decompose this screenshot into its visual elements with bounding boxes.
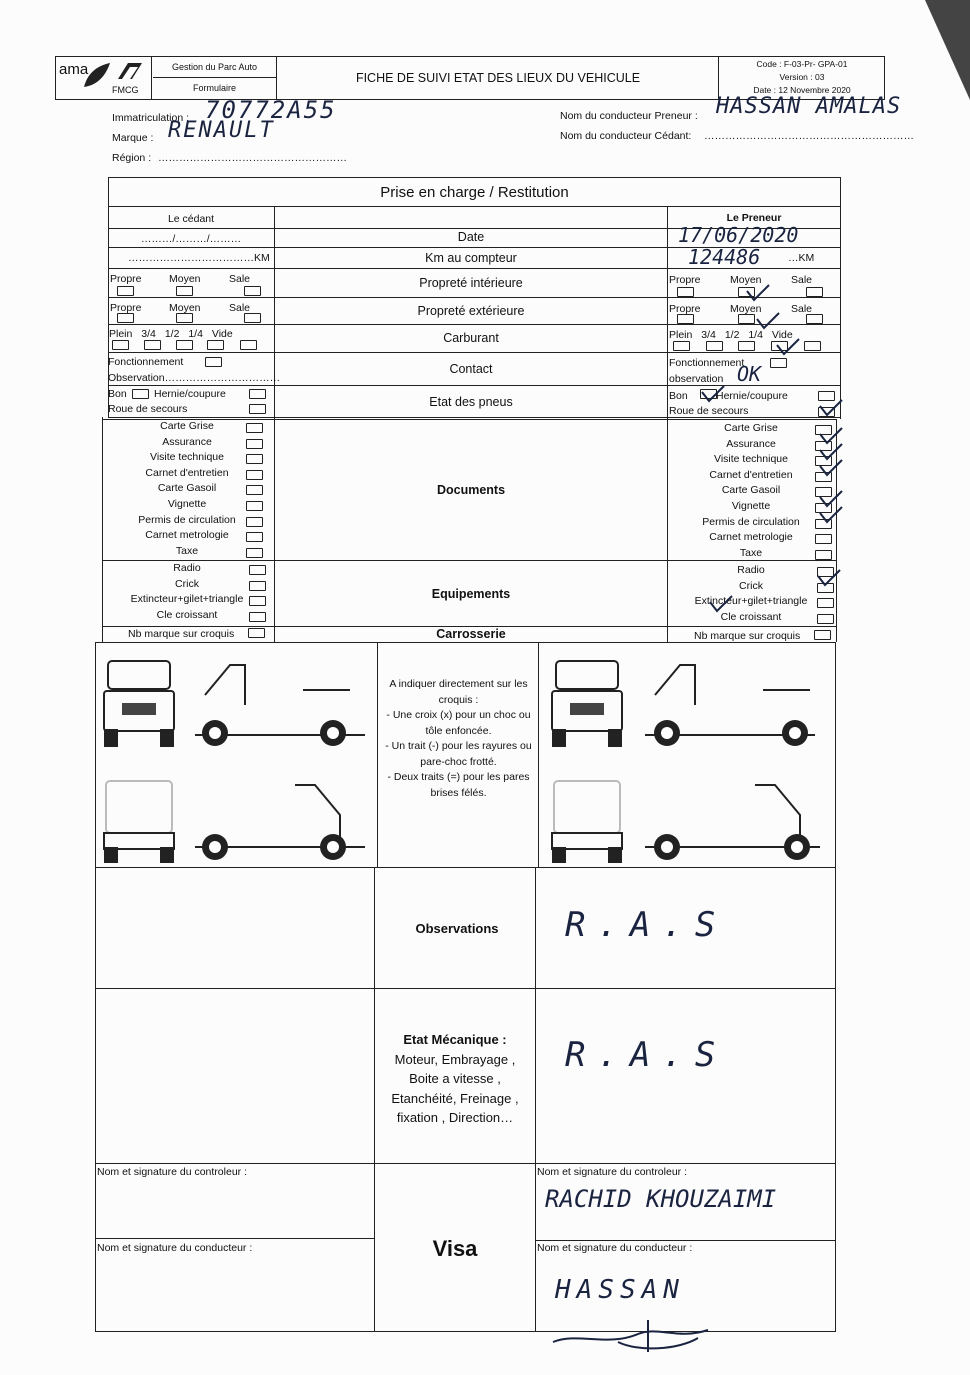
list-item <box>670 564 832 576</box>
mecanique-line: Etanchéité, Freinage , <box>391 1090 519 1106</box>
propre-label: Propre <box>669 303 701 315</box>
list-item-label: Carnet metrologie <box>145 529 229 542</box>
list-item <box>670 531 832 543</box>
checkbox[interactable] <box>246 454 263 464</box>
list-item <box>108 451 266 463</box>
van-side-left-2-icon <box>635 775 830 870</box>
plein-label: Plein <box>109 328 133 340</box>
left-observation: Observation…………………………… <box>108 372 281 384</box>
plein-label: Plein <box>669 329 693 341</box>
observations-label: Observations <box>415 921 499 936</box>
list-item-label: Visite technique <box>150 451 224 464</box>
checkbox[interactable] <box>738 314 755 324</box>
mecanique-label: Etat Mécanique : <box>403 1032 507 1047</box>
right-bon: Bon <box>669 390 688 402</box>
list-item <box>108 420 266 432</box>
col-line-left <box>274 207 275 642</box>
list-item <box>108 578 266 590</box>
checkbox[interactable] <box>144 340 161 350</box>
list-item-label: Permis de circulation <box>702 515 800 528</box>
cedant-label: Nom du conducteur Cédant: <box>560 130 692 142</box>
checkbox[interactable] <box>249 596 266 606</box>
list-item <box>670 547 832 559</box>
van-side-left-icon <box>185 775 375 870</box>
table-title-row <box>108 177 841 207</box>
logo-fmcg-icon <box>116 61 144 81</box>
list-item <box>108 467 266 479</box>
checkbox[interactable] <box>244 286 261 296</box>
cedant-km: ………………………………KM <box>128 252 270 264</box>
checkbox[interactable] <box>249 581 266 591</box>
lower-col-2b <box>535 867 536 1332</box>
logo-leaf-icon <box>82 61 112 91</box>
list-item <box>108 562 266 574</box>
preneur-value: HASSAN AMALAS <box>716 94 902 119</box>
preneur-date: 17/06/2020 <box>678 223 799 247</box>
row-contact: Contact <box>449 362 493 376</box>
logo-sub: FMCG <box>112 85 139 95</box>
list-item <box>108 436 266 448</box>
checkbox[interactable] <box>815 534 832 544</box>
croquis-instructions <box>380 677 537 801</box>
checkbox[interactable] <box>176 286 193 296</box>
preneur-head: Le Preneur <box>726 212 782 224</box>
list-item <box>670 595 832 607</box>
controleur-right-label: Nom et signature du controleur : <box>537 1166 687 1178</box>
list-item <box>670 611 832 623</box>
checkbox[interactable] <box>817 598 834 608</box>
col-line-right <box>667 207 668 642</box>
left-propre-int <box>110 273 142 285</box>
gestion-label: Gestion du Parc Auto <box>153 57 277 78</box>
q34-label: 3/4 <box>141 328 156 340</box>
checkbox[interactable] <box>246 485 263 495</box>
list-item-label: Taxe <box>175 544 199 557</box>
outer-left-2 <box>102 417 103 642</box>
marque-label: Marque : <box>112 132 154 144</box>
mecanique-lines <box>375 1050 535 1128</box>
van-back-icon <box>100 775 178 865</box>
immat-label: Immatriculation : <box>112 112 190 124</box>
list-item <box>108 545 266 557</box>
list-item-label: Cle croissant <box>156 608 218 621</box>
preneur-label: Nom du conducteur Preneur : <box>560 110 698 122</box>
left-hernie: Hernie/coupure <box>154 388 226 400</box>
list-item <box>108 593 266 605</box>
list-item-label: Carte Gasoil <box>157 482 217 495</box>
q12-label: 1/2 <box>724 329 740 341</box>
checkbox[interactable] <box>244 313 261 323</box>
list-item-label: Assurance <box>726 437 776 450</box>
checkbox[interactable] <box>246 470 263 480</box>
checkbox[interactable] <box>112 340 129 350</box>
list-item <box>108 514 266 526</box>
list-item <box>670 469 832 481</box>
q34-label: 3/4 <box>701 329 716 341</box>
logo <box>56 57 152 99</box>
instruction-line: - Un trait (-) pour les rayures ou pare-choc frotté. <box>385 740 532 768</box>
checkbox[interactable] <box>706 341 723 351</box>
q14-label: 1/4 <box>748 329 763 341</box>
propre-label: Propre <box>110 302 142 314</box>
mecanique-block <box>375 1030 535 1128</box>
left-moyen-int <box>169 273 201 285</box>
moyen-label: Moyen <box>730 303 762 315</box>
list-item-label: Permis de circulation <box>138 513 236 526</box>
vide-label: Vide <box>211 328 233 340</box>
check-mark-icon <box>818 505 844 525</box>
q14-label: 1/4 <box>188 328 203 340</box>
conducteur-left-label: Nom et signature du conducteur : <box>97 1242 253 1254</box>
checkbox[interactable] <box>246 517 263 527</box>
sale-label: Sale <box>229 273 251 285</box>
mecanique-value: R.A.S <box>565 1035 728 1075</box>
sale-label: Sale <box>791 274 813 286</box>
right-observation-value: OK <box>737 362 762 386</box>
check-mark-icon <box>755 311 781 331</box>
list-item-label: Radio <box>173 562 201 574</box>
checkbox[interactable] <box>205 357 222 367</box>
q12-label: 1/2 <box>164 328 180 340</box>
check-mark-icon <box>700 384 726 404</box>
logo-text: ama <box>59 61 89 78</box>
row-line <box>108 385 841 386</box>
list-item-label: Carnet metrologie <box>709 531 793 544</box>
checkbox[interactable] <box>673 341 690 351</box>
checkbox[interactable] <box>677 314 694 324</box>
date-line: Date : 12 Novembre 2020 <box>753 85 851 95</box>
conducteur-right-signature: HASSAN <box>555 1275 685 1305</box>
check-mark-icon <box>818 458 844 478</box>
row-carburant: Carburant <box>443 331 499 345</box>
van-back-right-icon <box>548 775 626 865</box>
left-roue: Roue de secours <box>108 403 188 415</box>
check-mark-icon <box>745 283 771 303</box>
list-item-label: Extincteur+gilet+triangle <box>130 593 244 606</box>
checkbox[interactable] <box>770 358 787 368</box>
list-item <box>670 422 832 434</box>
row-date: Date <box>457 230 485 244</box>
formulaire-label: Formulaire <box>153 78 277 99</box>
list-item <box>108 498 266 510</box>
instruction-line: - Une croix (x) pour un choc ou tôle enfoncée. <box>386 709 531 737</box>
lower-col-2 <box>538 642 539 867</box>
row-prop-int: Propreté intérieure <box>419 276 523 290</box>
checkbox[interactable] <box>806 287 823 297</box>
check-mark-icon <box>818 398 844 418</box>
moyen-label: Moyen <box>169 273 201 285</box>
propre-label: Propre <box>669 274 701 286</box>
checkbox[interactable] <box>677 287 694 297</box>
row-carrosserie: Carrosserie <box>436 627 506 641</box>
outer-right <box>840 207 841 419</box>
list-item-label: Carte Gasoil <box>721 484 781 497</box>
checkbox[interactable] <box>248 628 265 638</box>
van-side-right-2-icon <box>635 655 825 750</box>
list-item-label: Visite technique <box>714 453 788 466</box>
checkbox[interactable] <box>249 389 266 399</box>
version-line: Version : 03 <box>779 72 825 82</box>
van-front-right-icon <box>548 655 626 750</box>
row-pneus: Etat des pneus <box>429 395 513 409</box>
row-documents: Documents <box>436 483 506 497</box>
list-item <box>670 453 832 465</box>
right-hernie: Hernie/coupure <box>716 390 788 402</box>
list-item-label: Carnet d'entretien <box>709 468 793 481</box>
list-item <box>108 529 266 541</box>
controleur-right-signature: RACHID KHOUZAIMI <box>545 1185 777 1213</box>
lower-row-2 <box>95 988 836 989</box>
checkbox[interactable] <box>117 286 134 296</box>
van-front-icon <box>100 655 178 750</box>
left-bon: Bon <box>108 388 127 400</box>
table-title: Prise en charge / Restitution <box>380 184 569 201</box>
preneur-km: 124486 <box>688 245 761 269</box>
lower-col-1 <box>377 642 378 867</box>
moyen-label: Moyen <box>169 302 201 314</box>
row-line <box>108 352 841 353</box>
checkbox[interactable] <box>246 439 263 449</box>
preneur-km-unit: …KM <box>788 252 815 264</box>
visa-label: Visa <box>432 1236 478 1261</box>
cedant-date: ………/………/……… <box>140 233 242 245</box>
list-item-label: Carte Grise <box>724 422 778 434</box>
right-propre-int <box>669 274 701 286</box>
list-item-label: Radio <box>737 564 765 576</box>
marque-value: RENAULT <box>168 118 275 143</box>
mecanique-line: Moteur, Embrayage , <box>394 1051 516 1067</box>
page-title: FICHE DE SUIVI ETAT DES LIEUX DU VEHICULE <box>278 57 719 99</box>
check-mark-icon <box>775 337 801 357</box>
sale-label: Sale <box>791 303 813 315</box>
van-side-right-icon <box>185 655 375 750</box>
checkbox[interactable] <box>246 532 263 542</box>
row-line <box>108 324 841 325</box>
list-item-label: Vignette <box>731 500 771 512</box>
left-fonctionnement: Fonctionnement <box>108 356 184 368</box>
checkbox[interactable] <box>207 340 224 350</box>
list-item-label: Cle croissant <box>720 610 782 623</box>
left-carburant <box>109 328 233 340</box>
list-item-label: Carnet d'entretien <box>145 466 229 479</box>
conducteur-right-label: Nom et signature du conducteur : <box>537 1242 693 1254</box>
mecanique-line: Boite a vitesse , <box>409 1071 501 1086</box>
immat-value: 70772A55 <box>205 96 337 124</box>
checkbox[interactable] <box>817 614 834 624</box>
list-item <box>670 580 832 592</box>
propre-label: Propre <box>110 273 142 285</box>
controleur-left-label: Nom et signature du controleur : <box>97 1166 247 1178</box>
checkbox[interactable] <box>117 313 134 323</box>
moyen-label: Moyen <box>730 274 762 286</box>
left-sale-int <box>229 273 250 285</box>
checkbox[interactable] <box>246 501 263 511</box>
row-equipements: Equipements <box>431 587 511 601</box>
list-item <box>670 516 832 528</box>
list-item <box>670 438 832 450</box>
vide-label: Vide <box>771 329 793 341</box>
checkbox[interactable] <box>132 389 149 399</box>
list-item <box>670 500 832 512</box>
right-sale-int <box>791 274 812 286</box>
list-item-label: Vignette <box>167 498 207 510</box>
right-roue: Roue de secours <box>669 405 749 417</box>
list-item-label: Assurance <box>162 435 212 448</box>
check-mark-icon <box>708 594 734 614</box>
checkbox[interactable] <box>815 550 832 560</box>
page-corner-shadow-icon <box>890 0 970 110</box>
right-observation: observation <box>669 373 724 385</box>
list-item-label: Crick <box>739 579 763 592</box>
checkbox[interactable] <box>738 341 755 351</box>
lower-row-3 <box>95 1163 836 1164</box>
checkbox[interactable] <box>246 423 263 433</box>
checkbox[interactable] <box>814 630 831 640</box>
checkbox[interactable] <box>249 612 266 622</box>
list-item <box>108 482 266 494</box>
list-item-label: Crick <box>175 577 199 590</box>
list-item <box>670 484 832 496</box>
left-nb-marque: Nb marque sur croquis <box>128 628 235 640</box>
region-dots: ……………………………………………… <box>158 152 347 164</box>
list-item <box>108 609 266 621</box>
signature-scribble-icon <box>548 1312 718 1357</box>
checkbox[interactable] <box>249 565 266 575</box>
mecanique-line: fixation , Direction… <box>396 1110 514 1125</box>
instruction-line: A indiquer directement sur les croquis : <box>389 678 528 706</box>
sale-label: Sale <box>229 302 251 314</box>
right-nb-marque: Nb marque sur croquis <box>694 630 801 642</box>
checkbox[interactable] <box>804 341 821 351</box>
checkbox[interactable] <box>806 314 823 324</box>
right-fonctionnement: Fonctionnement <box>669 357 745 369</box>
checkbox[interactable] <box>249 404 266 414</box>
observations-value: R.A.S <box>565 905 728 945</box>
cedant-head: Le cédant <box>167 213 215 225</box>
checkbox[interactable] <box>246 548 263 558</box>
code-line: Code : F-03-Pr- GPA-01 <box>756 59 848 69</box>
checkbox[interactable] <box>240 340 257 350</box>
row-km: Km au compteur <box>425 251 517 265</box>
list-item-label: Extincteur+gilet+triangle <box>694 595 808 608</box>
cedant-dots: …………………………………………………… <box>704 130 914 142</box>
instruction-line: - Deux traits (=) pour les pares brises félés. <box>387 771 530 799</box>
row-prop-ext: Propreté extérieure <box>417 304 525 318</box>
list-item-label: Carte Grise <box>160 420 214 432</box>
lower-row-4a <box>95 1238 375 1239</box>
row-line <box>108 297 841 298</box>
region-label: Région : <box>112 152 152 164</box>
check-mark-icon <box>816 568 842 588</box>
list-item-label: Taxe <box>739 546 763 559</box>
checkbox[interactable] <box>176 340 193 350</box>
checkbox[interactable] <box>176 313 193 323</box>
